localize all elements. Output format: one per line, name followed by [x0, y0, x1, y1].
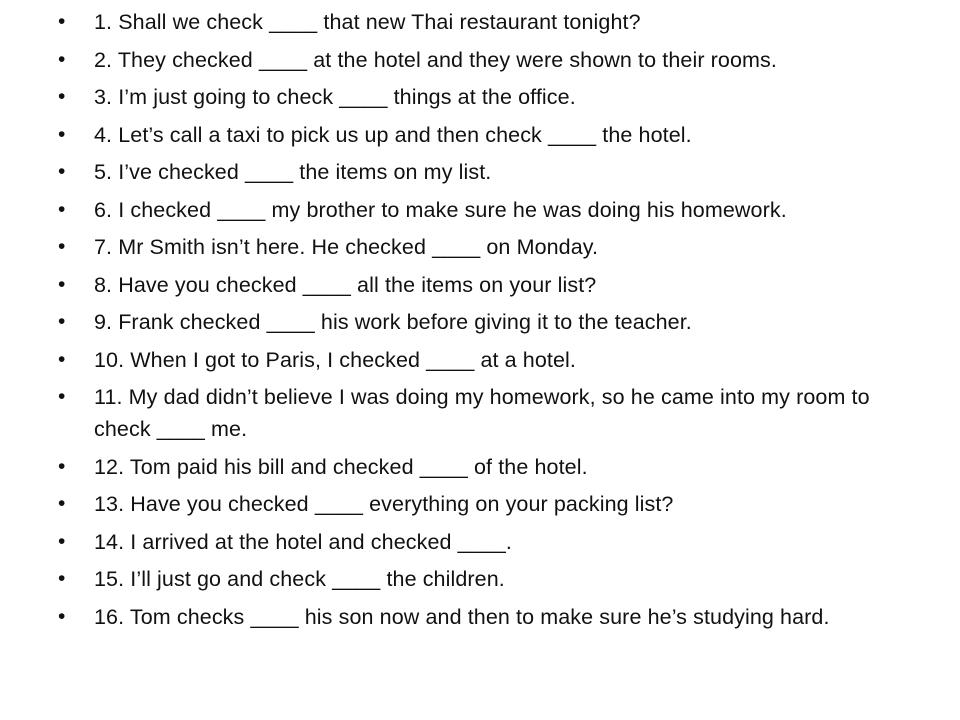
- bullet-icon: •: [58, 454, 66, 478]
- list-item-text: 15. I’ll just go and check ____ the children.: [94, 567, 505, 591]
- bullet-icon: •: [58, 529, 66, 553]
- list-item: [58, 119, 918, 151]
- list-item: [58, 194, 918, 226]
- list-item-text: 2. They checked ____ at the hotel and they were shown to their rooms.: [94, 47, 777, 72]
- bullet-icon: •: [58, 385, 66, 408]
- list-item: [58, 601, 918, 633]
- list-item-text: 11. My dad didn’t believe I was doing my homework, so he came into my room to check ____ me.: [94, 385, 870, 441]
- list-item: [58, 269, 918, 301]
- list-item-text: 12. Tom paid his bill and checked ____ of the hotel.: [94, 454, 588, 479]
- list-item: [58, 451, 918, 483]
- bullet-icon: •: [58, 122, 66, 146]
- bullet-icon: •: [58, 47, 66, 71]
- bullet-icon: •: [58, 235, 66, 258]
- exercise-list: [58, 6, 918, 638]
- list-item: [58, 381, 918, 445]
- bullet-icon: •: [58, 272, 66, 296]
- bullet-icon: •: [58, 347, 66, 371]
- list-item: [58, 44, 918, 76]
- list-item-text: 5. I’ve checked ____ the items on my list.: [94, 160, 492, 184]
- list-item-text: 6. I checked ____ my brother to make sure he was doing his homework.: [94, 197, 787, 222]
- list-item: [58, 526, 918, 558]
- list-item-text: 1. Shall we check ____ that new Thai restaurant tonight?: [94, 10, 641, 34]
- list-item: [58, 563, 918, 595]
- list-item: [58, 6, 918, 38]
- bullet-icon: •: [58, 160, 66, 183]
- list-item: [58, 81, 918, 113]
- list-item: [58, 231, 918, 263]
- bullet-icon: •: [58, 604, 66, 628]
- list-item-text: 13. Have you checked ____ everything on your packing list?: [94, 492, 674, 516]
- bullet-icon: •: [58, 310, 66, 333]
- list-item-text: 4. Let’s call a taxi to pick us up and then check ____ the hotel.: [94, 122, 692, 147]
- list-item: [58, 488, 918, 520]
- bullet-icon: •: [58, 10, 66, 33]
- list-item-text: 16. Tom checks ____ his son now and then to make sure he’s studying hard.: [94, 604, 830, 629]
- list-item: [58, 306, 918, 338]
- list-item: [58, 344, 918, 376]
- bullet-icon: •: [58, 492, 66, 515]
- bullet-icon: •: [58, 197, 66, 221]
- list-item-text: 9. Frank checked ____ his work before giving it to the teacher.: [94, 310, 692, 334]
- list-item-text: 14. I arrived at the hotel and checked ____.: [94, 529, 512, 554]
- list-item: [58, 156, 918, 188]
- bullet-icon: •: [58, 567, 66, 590]
- list-item-text: 7. Mr Smith isn’t here. He checked ____ on Monday.: [94, 235, 599, 259]
- list-item-text: 3. I’m just going to check ____ things at the office.: [94, 85, 576, 109]
- list-item-text: 8. Have you checked ____ all the items on your list?: [94, 272, 597, 297]
- list-item-text: 10. When I got to Paris, I checked ____ at a hotel.: [94, 347, 576, 372]
- bullet-icon: •: [58, 85, 66, 108]
